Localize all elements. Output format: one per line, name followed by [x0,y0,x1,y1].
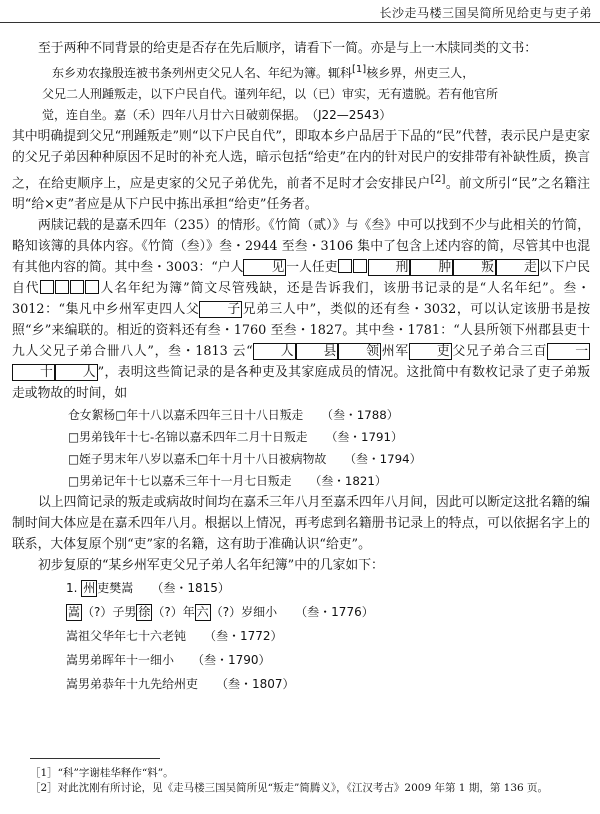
record-number: 1. [66,581,78,596]
paragraph-text: 州军 [381,344,409,360]
boxed-char: 十 [12,364,55,381]
lacuna-box [55,280,69,294]
boxed-char: 州 [83,581,96,596]
boxed-char: 叛 [453,259,496,276]
lacuna-box [40,280,54,294]
boxed-char: 县 [296,343,339,360]
record-entry [66,672,590,696]
paragraph-text: 人名年纪为簿”简文尽管残缺，还是告诉我们，该册书记录的是“人名年纪”。叁・3012：“集凡中乡州军吏四人父 [12,281,590,318]
header-title: 长沙走马楼三国吴简所见给吏与吏子弟 [379,6,592,20]
main-text [12,38,590,696]
quote-line: 东乡劝农掾殷连被书条列州吏父兄人名、年纪为簿。辄科 [52,66,353,80]
boxed-char: 肿 [410,259,453,276]
slip-text: 仓女絮杨□年十八以嘉禾四年三日十八日叛走 [68,408,304,423]
record-entry [66,576,590,600]
slip-ref: （叁・1794） [344,452,422,467]
boxed-char: 见 [243,259,286,276]
lacuna-box [85,280,99,294]
slip-prefix: □ [68,430,80,445]
record-entry [66,648,590,672]
slip-list [68,404,590,492]
paragraph [12,126,590,215]
boxed-char: 吏 [409,343,452,360]
footnote: ［1］“科”字谢桂华释作“料”。 [30,767,174,779]
paragraph-text: ”，表明这些简记录的是各种吏及其家庭成员的情况。这批简中有数枚记录了吏子弟叛走或物故的时间，如 [12,365,590,402]
record-entry [66,624,590,648]
boxed-char: 人 [55,364,98,381]
slip-ref: （叁・1821） [309,474,387,489]
paragraph: 初步复原的“某乡州军吏父兄子弟人名年纪簿”中的几家如下： [38,558,384,574]
paragraph-text: 。前文所引“民”之名籍注明“给×吏”者应是从下户民中拣出承担“给吏”任务者。 [12,176,590,213]
record-text: （?）岁细小 [210,605,278,620]
lacuna-box [338,259,352,273]
paragraph-text: 其中明确提到父兄“刑踵叛走”则“以下户民自代”，即取本乡户品居于下品的“民”代替，表示民户是吏家的父兄子弟因种种原因不足时的补充人选，暗示包括“给吏”在内的针对民户的安排带有补缺性质，换言之，在给吏顺序上，应是吏家的父兄子弟优先，前者不足时才会安排民户 [12,129,590,192]
slip-prefix: □ [68,474,80,489]
paragraph [12,215,590,404]
record-text: 吏樊嵩 [97,581,134,596]
record-list [66,576,590,696]
record-text: 嵩祖父华年七十六老钝 [66,629,187,644]
quotation [42,59,590,84]
record-ref: （叁・1772） [204,629,283,644]
boxed-char: 一 [547,343,590,360]
slip-ref: （叁・1788） [321,408,399,423]
boxed-char: 走 [496,259,539,276]
record-text: （?）年 [152,605,195,620]
slip-text: 姪子男末年八岁以嘉禾□年十月十八日被病物故 [79,452,327,467]
boxed-char: 刑 [368,259,411,276]
boxed-char: 领 [338,343,381,360]
paragraph: 至于两种不同背景的给吏是否存在先后顺序，请看下一简。亦是与上一木牍同类的文书： [38,41,538,56]
record-text: 嵩男弟恭年十九先给州吏 [66,677,199,692]
slip-entry [68,426,590,448]
record-ref: （叁・1815） [151,581,230,596]
footnote-ref[interactable]: [1] [352,64,367,75]
quote-line: 核乡界，州吏三人， [366,66,475,80]
slip-entry [68,404,590,426]
lacuna-box [353,259,367,273]
boxed-char: 人 [253,343,296,360]
running-header [0,0,600,23]
footnote-ref[interactable]: [2] [430,172,446,185]
quotation-line: 父兄二人刑踵叛走，以下户民自代。谨列年纪，以（已）审实，无有遗脱。若有他官所 [42,87,499,101]
record-entry [66,600,590,624]
boxed-char: 六 [196,605,209,620]
footnote-divider [30,758,160,759]
record-text: （?）子男 [82,605,137,620]
slip-text: 男弟记年十七以嘉禾三年十一月七日叛走 [79,474,292,489]
slip-ref: （叁・1791） [325,430,403,445]
paragraph-text: 父兄子弟合三百 [451,344,548,360]
lacuna-box [70,280,84,294]
boxed-char: 嵩 [68,605,81,620]
quotation-line: 觉，连自坐。嘉（禾）四年八月廿六日破莂保据。 （J22—2543） [42,108,392,122]
footnote: ［2］对此沈刚有所讨论，见《走马楼三国吴简所见“叛走”简腾义》，《江汉考古》2009 年第 1 期，第 136 页。 [30,782,549,794]
slip-entry [68,448,590,470]
boxed-char: 子 [199,301,242,318]
record-ref: （叁・1807） [216,677,295,692]
record-text: 嵩男弟晖年十一细小 [66,653,175,668]
boxed-char: 徐 [138,605,151,620]
record-ref: （叁・1776） [295,605,374,620]
paragraph: 以上四简记录的叛走或病故时间均在嘉禾三年八月至嘉禾四年八月间，因此可以断定这批名籍的编制时间大体应是在嘉禾四年八月。根据以上情况，再考虑到名籍册书记录上的特点，可以依据名字上的联系，大体复原个别“吏”家的名籍，这有助于准确认识“给吏”。 [12,495,590,553]
slip-prefix: □ [68,452,80,467]
paragraph-text: 以下户民自代 [12,260,591,297]
paragraph-text: 两牍记载的是嘉禾四年（235）的情形。《竹简（贰）》与《叁》中可以找到不少与此相关的竹简，略知该簿的具体内容。《竹简（叁）》叁・2944 至叁・3106 集中了包含上述内容的简，尽管其中也混有其他内容的简。其中叁・3003：“户人 [12,218,590,276]
record-ref: （叁・1790） [192,653,271,668]
slip-entry [68,470,590,492]
paragraph-text: 兄弟三人中”，类似的还有叁・3032，可以认定该册书是按照“乡”来编联的。相近的资料还有叁・1760 至叁・1827。其中叁・1781：“人县所领下州郡县吏十九人父兄子弟合卌八人”，叁・1813 云“ [12,302,591,360]
paragraph-text: 一人任吏 [286,260,338,276]
slip-text: 男弟钱年十七-名锦以嘉禾四年二月十日叛走 [79,430,308,445]
footnotes [30,766,590,796]
